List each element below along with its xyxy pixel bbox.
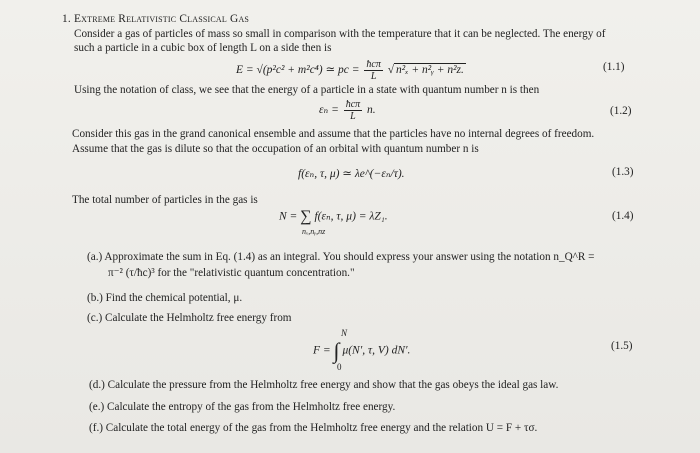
equation-1-3: f(εₙ, τ, μ) ≃ λe^(−εₙ/τ). xyxy=(298,168,405,180)
text-grand-canonical-2: Assume that the gas is dilute so that the occupation of an orbital with quantum number n is xyxy=(72,143,479,155)
eq5-rhs: μ(N′, τ, V) dN′. xyxy=(342,344,411,357)
part-d: (d.) Calculate the pressure from the Helmholtz free energy and show that the gas obeys the ideal gas law. xyxy=(89,379,559,391)
eq-tag-1-1: (1.1) xyxy=(603,61,625,73)
eq4-sum-symbol: ∑ xyxy=(300,208,312,225)
intro-line-2: such a particle in a cubic box of length L on a side then is xyxy=(74,42,332,54)
part-a-line-2: π⁻² (τ/ħc)³ for the "relativistic quantum concentration." xyxy=(108,267,355,279)
eq2-rhs: n. xyxy=(367,104,376,117)
eq1-fraction xyxy=(364,59,382,82)
eq1-rhs: n²ₓ + n²ᵧ + n²z. xyxy=(396,64,464,77)
eq5-lhs: F = xyxy=(313,344,331,357)
eq-tag-1-4: (1.4) xyxy=(612,210,634,222)
eq2-fraction xyxy=(344,99,362,122)
eq-tag-1-5: (1.5) xyxy=(611,340,633,352)
part-a-line-1: (a.) Approximate the sum in Eq. (1.4) as an integral. You should express your answer using the notation n_Q^R = xyxy=(87,251,595,263)
part-e: (e.) Calculate the entropy of the gas from the Helmholtz free energy. xyxy=(89,401,396,413)
eq4-lhs: N = xyxy=(279,210,298,223)
eq1-lhs: E = √(p²c² + m²c⁴) ≃ pc = xyxy=(236,64,360,77)
equation-1-4 xyxy=(279,208,388,226)
eq2-frac-den: L xyxy=(350,111,356,122)
text-energy-notation: Using the notation of class, we see that the energy of a particle in a state with quantum number n is then xyxy=(74,84,540,96)
text-total-particles: The total number of particles in the gas is xyxy=(72,194,258,206)
eq1-frac-den: L xyxy=(370,71,377,82)
problem-heading xyxy=(62,12,249,26)
eq2-frac-num: ħcπ xyxy=(345,99,361,110)
eq4-sum-indices: nₓ,nᵧ,nz xyxy=(302,227,326,236)
eq-tag-1-2: (1.2) xyxy=(610,105,632,117)
equation-1-5 xyxy=(313,338,410,364)
eq-tag-1-3: (1.3) xyxy=(612,166,634,178)
text-grand-canonical-1: Consider this gas in the grand canonical ensemble and assume that the particles have no internal degrees of freedom. xyxy=(72,128,595,140)
equation-1-2 xyxy=(319,99,376,122)
problem-number: 1. xyxy=(62,13,71,25)
equation-1-1: E = √(p²c² + m²c⁴) ≃ pc = $\frac{\text{ħcπ}}{L}$ √ n²ₓ + n²ᵧ + n²z. xyxy=(236,59,464,82)
eq4-rhs: f(εₙ, τ, μ) = λZ₁. xyxy=(314,210,388,223)
part-f: (f.) Calculate the total energy of the gas from the Helmholtz free energy and the relation U = F + τσ. xyxy=(89,422,538,434)
eq5-integral-symbol: ∫ xyxy=(333,338,340,363)
problem-title: Extreme Relativistic Classical Gas xyxy=(74,13,250,25)
eq2-lhs: εₙ = xyxy=(319,104,339,117)
eq5-lower-limit: 0 xyxy=(337,362,342,372)
part-b: (b.) Find the chemical potential, μ. xyxy=(87,292,243,304)
intro-line-1: Consider a gas of particles of mass so small in comparison with the temperature that it can be neglected. The energy of xyxy=(74,28,606,40)
part-c: (c.) Calculate the Helmholtz free energy from xyxy=(87,312,292,324)
eq5-upper-limit: N xyxy=(341,328,348,338)
eq1-frac-num: ħcπ xyxy=(366,59,381,70)
